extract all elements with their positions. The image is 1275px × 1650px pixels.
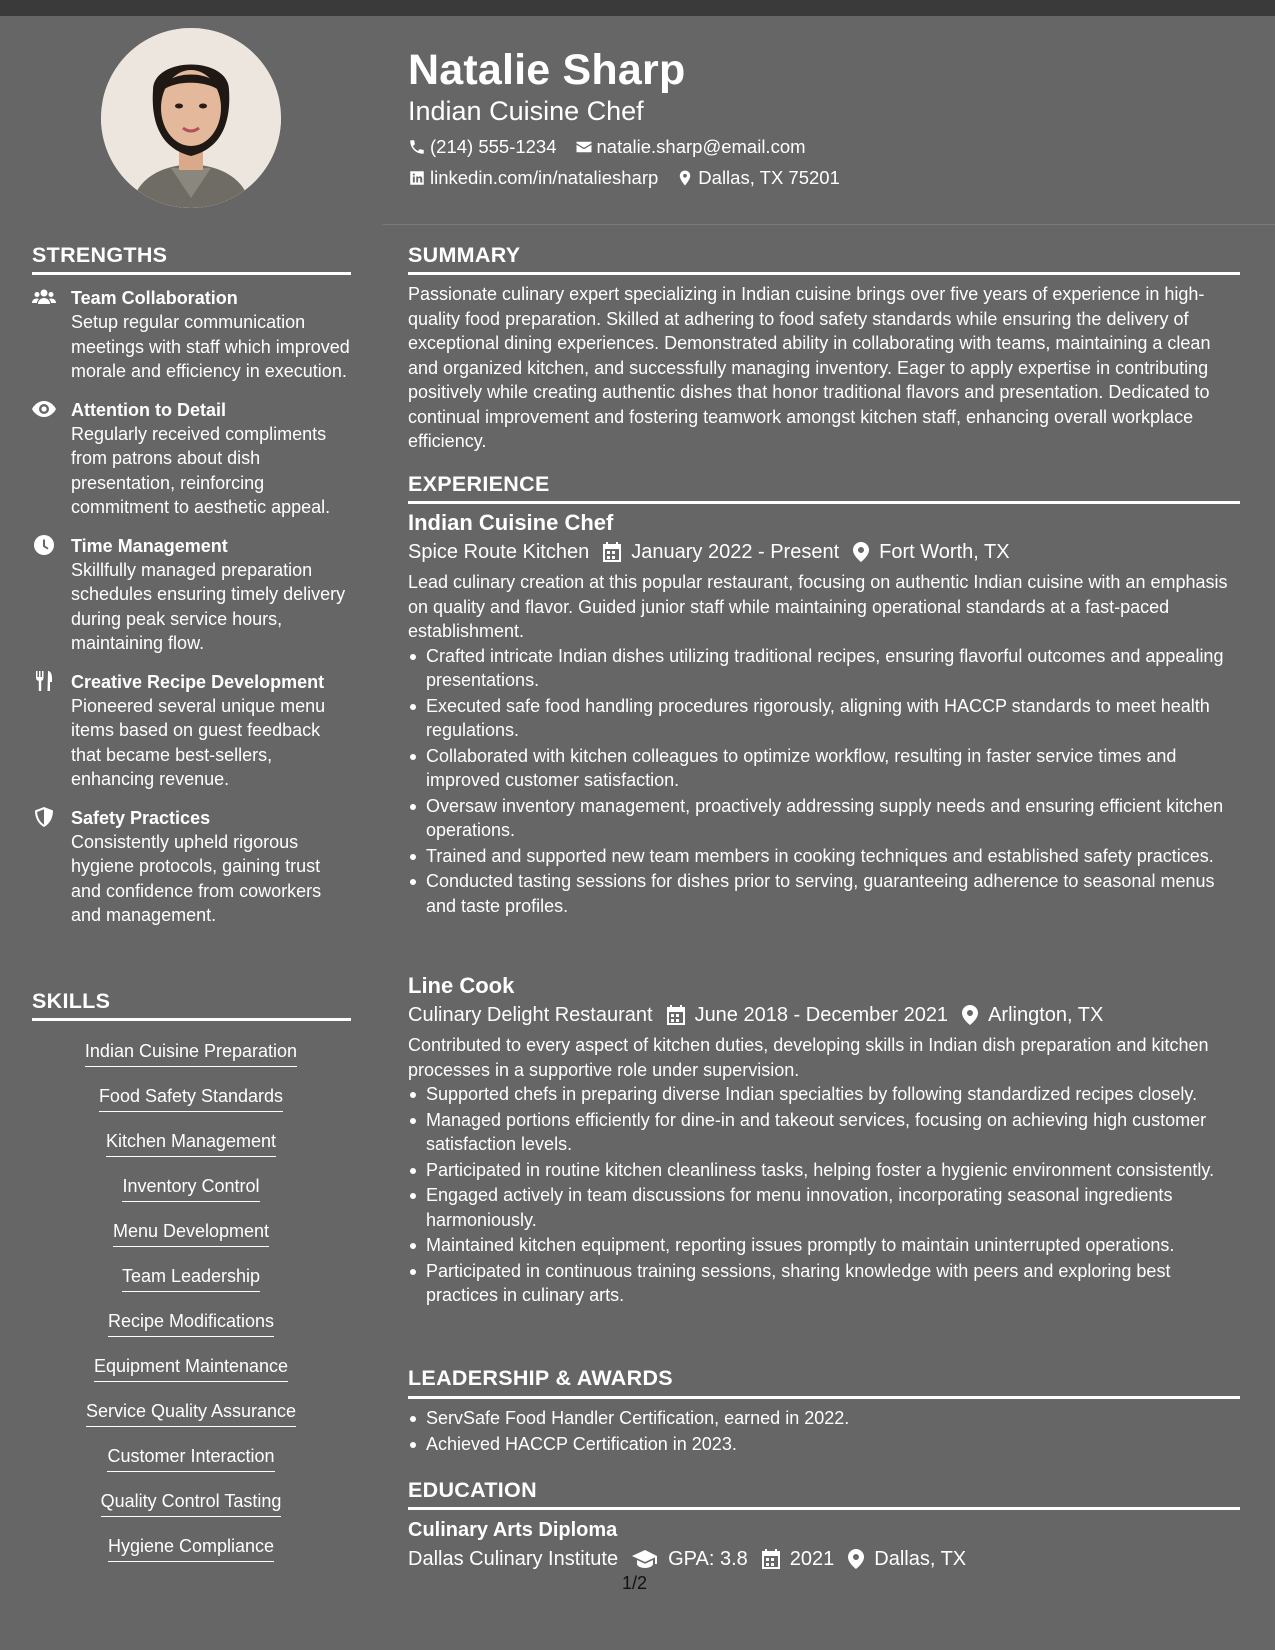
skill-tag <box>32 1130 350 1175</box>
skill-tag <box>32 1445 350 1490</box>
list-item: Supported chefs in preparing diverse Indian specialties by following standardized recipes closely. <box>426 1082 1240 1107</box>
list-item: Collaborated with kitchen colleagues to optimize workflow, resulting in faster service times and improved customer satisfaction. <box>426 744 1240 793</box>
linkedin-item <box>408 166 658 190</box>
skill-label: Recipe Modifications <box>108 1310 274 1337</box>
education-gpa: GPA: 3.8 <box>668 1548 748 1570</box>
candidate-name: Natalie Sharp <box>408 46 686 94</box>
job-location: Arlington, TX <box>988 1004 1104 1026</box>
skill-label: Kitchen Management <box>106 1130 276 1157</box>
education-heading: EDUCATION <box>408 1478 537 1502</box>
skill-tag <box>32 1175 350 1220</box>
skill-label: Indian Cuisine Preparation <box>85 1040 297 1067</box>
email-link[interactable]: natalie.sharp@email.com <box>596 136 806 157</box>
job-location: Fort Worth, TX <box>879 541 1010 563</box>
linkedin-link[interactable]: linkedin.com/in/nataliesharp <box>430 167 659 188</box>
profile-photo <box>101 28 281 208</box>
school-name: Dallas Culinary Institute <box>408 1548 619 1570</box>
strengths-heading: STRENGTHS <box>32 243 168 267</box>
strength-item <box>32 286 352 384</box>
strength-title: Team Collaboration <box>71 288 238 308</box>
skill-label: Customer Interaction <box>107 1445 274 1472</box>
education-year: 2021 <box>789 1548 835 1570</box>
skill-tag <box>32 1535 350 1580</box>
skill-label: Menu Development <box>113 1220 269 1247</box>
job-title: Indian Cuisine Chef <box>408 510 614 535</box>
location-text: Dallas, TX 75201 <box>698 167 840 188</box>
job-dates: June 2018 - December 2021 <box>694 1004 949 1026</box>
strength-item <box>32 670 352 792</box>
skill-label: Equipment Maintenance <box>94 1355 288 1382</box>
header-divider <box>383 224 1275 225</box>
job-meta <box>408 1000 1240 1030</box>
utensils-icon <box>32 671 56 691</box>
summary-text: Passionate culinary expert specializing in Indian cuisine brings over five years of experience in high-quality food preparation. Skilled at adhering to food safety standards while ensuring the delivery of exceptional dining experiences. Demonstrated ability in collaborating with teams, maintaining a clean and organized kitchen, and successfully managing inventory. Eager to apply expertise in contributing positively while creating authentic dishes that honor traditional flavors and presentation. Dedicated to continual improvement and fostering teamwork amongst kitchen staff, enhancing overall workplace efficiency. <box>408 284 1211 451</box>
list-item: Executed safe food handling procedures rigorously, aligning with HACCP standards to meet health regulations. <box>426 694 1240 743</box>
skill-tag <box>32 1085 350 1130</box>
leadership-list <box>408 1406 1240 1457</box>
strength-item <box>32 398 352 520</box>
skills-list <box>32 1040 350 1580</box>
linkedin-icon <box>408 169 426 187</box>
map-pin-icon <box>962 1005 978 1025</box>
job-entry <box>408 972 1240 1309</box>
list-item: Trained and supported new team members in cooking techniques and established safety practices. <box>426 844 1240 869</box>
skill-label: Food Safety Standards <box>99 1085 283 1112</box>
skill-tag <box>32 1220 350 1265</box>
job-company: Spice Route Kitchen <box>408 541 590 563</box>
skill-tag <box>32 1490 350 1535</box>
list-item: ServSafe Food Handler Certification, earned in 2022. <box>426 1406 1240 1431</box>
skill-label: Team Leadership <box>122 1265 260 1292</box>
strength-item <box>32 534 352 656</box>
leadership-rule <box>408 1396 1240 1399</box>
job-company: Culinary Delight Restaurant <box>408 1004 653 1026</box>
strength-desc: Regularly received compliments from patrons about dish presentation, reinforcing commitment to aesthetic appeal. <box>71 423 331 517</box>
list-item: Crafted intricate Indian dishes utilizing traditional recipes, ensuring flavorful outcomes and appealing presentations. <box>426 644 1240 693</box>
contact-row-1 <box>408 135 824 159</box>
list-item: Maintained kitchen equipment, reporting issues promptly to maintain uninterrupted operations. <box>426 1233 1240 1258</box>
education-entry <box>408 1516 1240 1574</box>
strength-title: Time Management <box>71 535 228 556</box>
map-pin-icon <box>848 1549 864 1569</box>
strength-item <box>32 806 352 928</box>
degree-title: Culinary Arts Diploma <box>408 1519 618 1541</box>
job-dates: January 2022 - Present <box>631 541 840 563</box>
map-pin-icon <box>853 542 869 562</box>
strength-title: Safety Practices <box>71 807 211 828</box>
summary-heading: SUMMARY <box>408 243 521 267</box>
skill-tag <box>32 1040 350 1085</box>
envelope-icon <box>575 138 593 156</box>
calendar-icon <box>667 1005 685 1025</box>
skill-label: Service Quality Assurance <box>86 1400 296 1427</box>
education-location: Dallas, TX <box>874 1548 967 1570</box>
job-entry <box>408 509 1240 919</box>
candidate-title: Indian Cuisine Chef <box>408 96 644 126</box>
top-bar <box>0 0 1275 16</box>
page-number: 1/2 <box>622 1573 648 1593</box>
job-title: Line Cook <box>408 973 515 998</box>
list-item: Participated in continuous training sessions, sharing knowledge with peers and exploring best practices in culinary arts. <box>426 1259 1240 1308</box>
strength-title: Attention to Detail <box>71 399 226 420</box>
skill-tag <box>32 1265 350 1310</box>
strength-desc: Pioneered several unique menu items based on guest feedback that became best-sellers, enhancing revenue. <box>71 695 326 789</box>
strength-desc: Consistently upheld rigorous hygiene protocols, gaining trust and confidence from coworkers and management. <box>71 831 322 925</box>
phone-icon <box>408 138 426 156</box>
list-item: Oversaw inventory management, proactively addressing supply needs and ensuring efficient kitchen operations. <box>426 794 1240 843</box>
education-rule <box>408 1507 1240 1510</box>
skill-tag <box>32 1310 350 1355</box>
skill-tag <box>32 1400 350 1445</box>
strengths-rule <box>32 272 351 275</box>
contact-row-2 <box>408 166 858 190</box>
graduation-cap-icon <box>632 1550 658 1568</box>
list-item: Conducted tasting sessions for dishes prior to serving, guaranteeing adherence to seasonal menus and taste profiles. <box>426 869 1240 918</box>
skill-label: Inventory Control <box>122 1175 259 1202</box>
users-icon <box>32 287 56 307</box>
skills-rule <box>32 1018 351 1021</box>
calendar-icon <box>762 1549 780 1569</box>
job-bullets <box>408 1082 1240 1308</box>
skill-label: Quality Control Tasting <box>101 1490 282 1517</box>
job-meta <box>408 537 1240 567</box>
strength-desc: Skillfully managed preparation schedules ensuring timely delivery during peak service hours, maintaining flow. <box>71 559 346 653</box>
skill-label: Hygiene Compliance <box>108 1535 274 1562</box>
job-bullets <box>408 644 1240 919</box>
skills-heading: SKILLS <box>32 989 111 1013</box>
strength-desc: Setup regular communication meetings with staff which improved morale and efficiency in execution. <box>71 312 350 381</box>
strength-title: Creative Recipe Development <box>71 671 325 692</box>
skill-tag <box>32 1355 350 1400</box>
strengths-list <box>32 286 352 942</box>
phone-item <box>408 135 557 159</box>
list-item: Participated in routine kitchen cleanliness tasks, helping foster a hygienic environment consistently. <box>426 1158 1240 1183</box>
experience-rule <box>408 501 1240 504</box>
education-meta <box>408 1544 1240 1574</box>
shield-icon <box>32 807 56 827</box>
clock-icon <box>32 535 56 555</box>
job-description: Contributed to every aspect of kitchen duties, developing skills in Indian dish preparation and kitchen processes in a supportive role under supervision. <box>408 1035 1209 1080</box>
list-item: Achieved HACCP Certification in 2023. <box>426 1432 1240 1457</box>
list-item: Managed portions efficiently for dine-in and takeout services, focusing on achieving high customer satisfaction levels. <box>426 1108 1240 1157</box>
leadership-heading: LEADERSHIP & AWARDS <box>408 1366 673 1390</box>
eye-icon <box>32 399 56 419</box>
calendar-icon <box>603 542 621 562</box>
experience-heading: EXPERIENCE <box>408 472 550 496</box>
summary-rule <box>408 272 1240 275</box>
email-item <box>575 135 806 159</box>
list-item: Engaged actively in team discussions for menu innovation, incorporating seasonal ingredients harmoniously. <box>426 1183 1240 1232</box>
location-item <box>676 166 840 190</box>
job-description: Lead culinary creation at this popular restaurant, focusing on authentic Indian cuisine with an emphasis on quality and flavor. Guided junior staff while maintaining operational standards at a fast-paced establishment. <box>408 572 1228 641</box>
map-pin-icon <box>676 169 694 187</box>
phone-text[interactable]: (214) 555-1234 <box>430 136 557 157</box>
